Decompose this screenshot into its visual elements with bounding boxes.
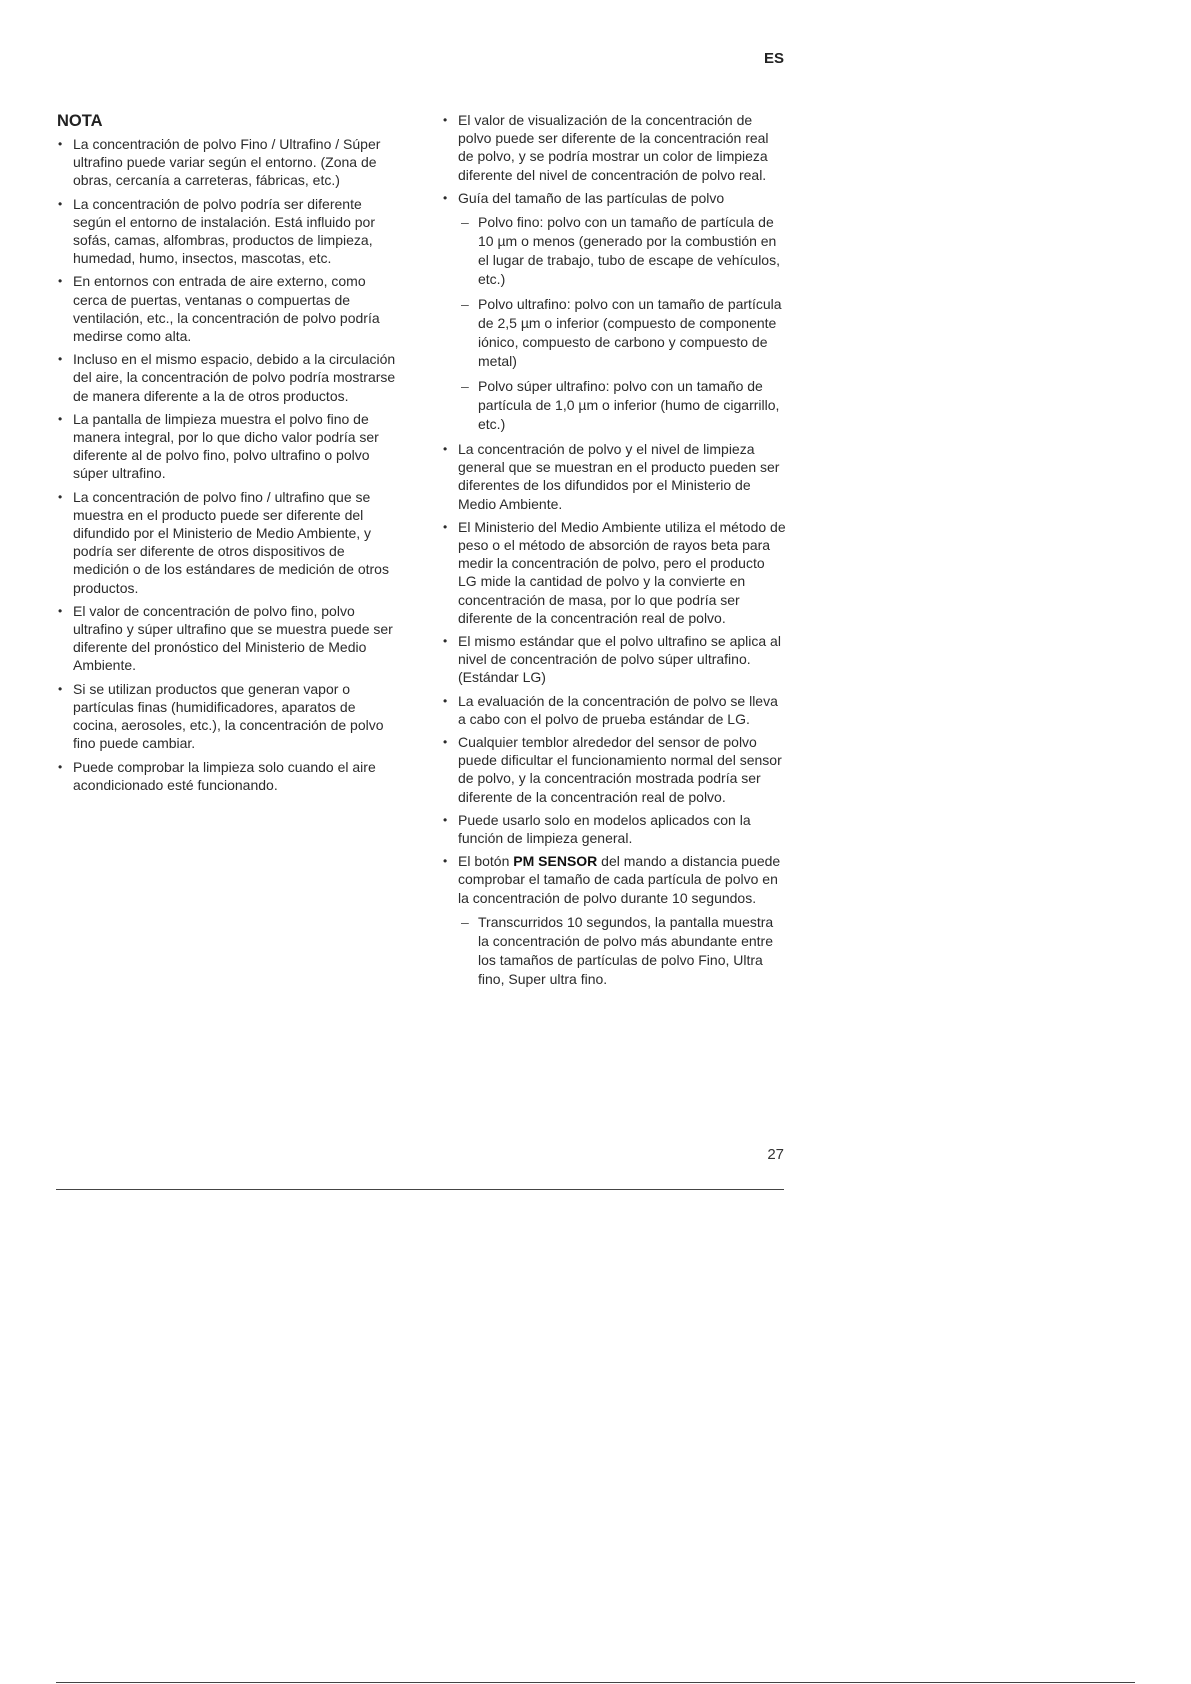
particle-size-item: – Polvo ultrafino: polvo con un tamaño de partícula de 2,5 µm o inferior (compuesto de componente iónico, compuesto de carbono y compuesto de metal) xyxy=(458,295,787,371)
language-code: ES xyxy=(763,50,784,67)
particle-guide-label: Guía del tamaño de las partículas de polvo xyxy=(458,189,725,206)
note-item: • La concentración de polvo podría ser diferente según el entorno de instalación. Está influido por sofás, camas, alfombras, productos de limpieza, humedad, humo, insectos, mascotas, etc. xyxy=(57,195,401,268)
note-item: • El valor de visualización de la concentración de polvo puede ser diferente de la concentración real de polvo, y se podría mostrar un color de limpieza diferente del nivel de concentración de polvo real. xyxy=(442,111,787,184)
right-column xyxy=(442,111,787,995)
left-column xyxy=(57,111,401,799)
note-item: • La evaluación de la concentración de polvo se lleva a cabo con el polvo de prueba estándar de LG. xyxy=(442,692,787,728)
page-bottom-divider xyxy=(56,1682,1135,1683)
pm-sensor-sublist xyxy=(458,913,787,989)
particle-size-item: – Polvo súper ultrafino: polvo con un tamaño de partícula de 1,0 µm o inferior (humo de cigarrillo, etc.) xyxy=(458,377,787,434)
note-item: • Puede comprobar la limpieza solo cuando el aire acondicionado esté funcionando. xyxy=(57,758,401,794)
pm-sensor-subitem: – Transcurridos 10 segundos, la pantalla muestra la concentración de polvo más abundante entre los tamaños de partículas de polvo Fino, Ultra fino, Super ultra fino. xyxy=(458,913,787,989)
note-item: • La concentración de polvo y el nivel de limpieza general que se muestran en el producto pueden ser diferentes de los difundidos por el Ministerio de Medio Ambiente. xyxy=(442,440,787,513)
footer-divider xyxy=(56,1189,784,1190)
note-item-particle-guide xyxy=(442,189,787,434)
note-list xyxy=(57,135,401,794)
particle-size-list xyxy=(458,213,787,434)
note-item: • Si se utilizan productos que generan vapor o partículas finas (humidificadores, aparatos de cocina, aerosoles, etc.), la concentración de polvo fino puede cambiar. xyxy=(57,680,401,753)
note-item: • La pantalla de limpieza muestra el polvo fino de manera integral, por lo que dicho valor podría ser diferente al de polvo fino, polvo ultrafino o polvo súper ultrafino. xyxy=(57,410,401,483)
page-number: 27 xyxy=(767,1146,784,1163)
particle-size-item: – Polvo fino: polvo con un tamaño de partícula de 10 µm o menos (generado por la combustión en el lugar de trabajo, tubo de escape de vehículos, etc.) xyxy=(458,213,787,289)
note-heading: NOTA xyxy=(57,112,103,130)
note-item: • El Ministerio del Medio Ambiente utiliza el método de peso o el método de absorción de rayos beta para medir la concentración de polvo, pero el producto LG mide la cantidad de polvo y la convierte en concentración de masa, por lo que podría ser diferente de la concentración real de polvo. xyxy=(442,518,787,627)
pm-sensor-text-pre: El botón xyxy=(458,853,514,870)
note-item: • En entornos con entrada de aire externo, como cerca de puertas, ventanas o compuertas de ventilación, etc., la concentración de polvo podría medirse como alta. xyxy=(57,272,401,345)
note-item: • Incluso en el mismo espacio, debido a la circulación del aire, la concentración de polvo podría mostrarse de manera diferente a la de otros productos. xyxy=(57,350,401,405)
pm-sensor-button-label: PM SENSOR xyxy=(513,853,598,870)
note-item: • La concentración de polvo Fino / Ultrafino / Súper ultrafino puede variar según el entorno. (Zona de obras, cercanía a carreteras, fábricas, etc.) xyxy=(57,135,401,190)
note-item: • La concentración de polvo fino / ultrafino que se muestra en el producto puede ser diferente del difundido por el Ministerio de Medio Ambiente, y podría ser diferente de otros dispositivos de medición o de los estándares de medición de otros productos. xyxy=(57,488,401,597)
note-item: • El valor de concentración de polvo fino, polvo ultrafino y súper ultrafino que se muestra puede ser diferente del pronóstico del Ministerio de Medio Ambiente. xyxy=(57,602,401,675)
note-item: • El mismo estándar que el polvo ultrafino se aplica al nivel de concentración de polvo súper ultrafino. (Estándar LG) xyxy=(442,632,787,687)
note-list-continued xyxy=(442,111,787,989)
pm-sensor-text-post: del mando a distancia puede comprobar el tamaño de cada partícula de polvo en la concentración de polvo durante 10 segundos. xyxy=(458,853,781,906)
note-item-pm-sensor xyxy=(442,852,787,989)
note-item: • Cualquier temblor alrededor del sensor de polvo puede dificultar el funcionamiento normal del sensor de polvo, y la concentración mostrada podría ser diferente de la concentración real de polvo. xyxy=(442,733,787,806)
note-item: • Puede usarlo solo en modelos aplicados con la función de limpieza general. xyxy=(442,811,787,847)
